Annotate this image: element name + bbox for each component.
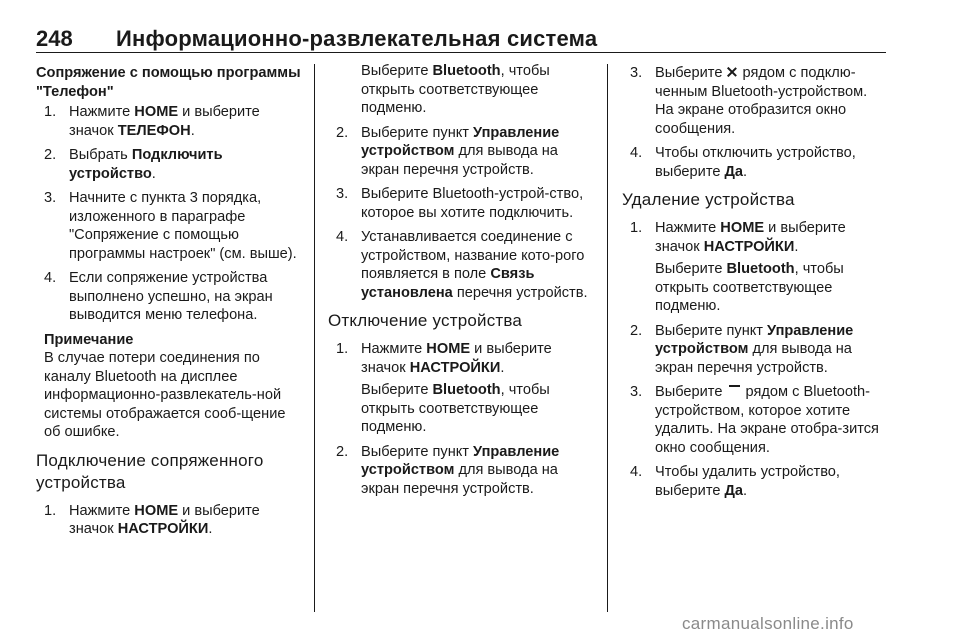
step-number: 1.: [44, 104, 57, 120]
paragraph: Выберите Bluetooth, чтобы открыть соответствующее подменю.: [361, 382, 550, 435]
section-heading-phone-pairing: Сопряжение с помощью программы "Телефон": [36, 65, 301, 100]
step-number: 2.: [44, 147, 57, 163]
list-item: 2. Выберите пункт Управление устройством для вывода на экран перечня устройств.: [630, 322, 854, 376]
list-item: 1. Нажмите HOME и выберите значок НАСТРОЙКИ.: [630, 220, 846, 255]
step-number: 3.: [630, 65, 643, 81]
section-heading-delete: Удаление устройства: [622, 190, 795, 209]
ui-term: НАСТРОЙКИ: [117, 521, 209, 537]
column-divider-2: [607, 64, 608, 612]
list-item: 3. Выберите рядом с подклю-ченным Bluetooth-устройством. На экране отобразится окно сообщения.: [630, 65, 868, 137]
ui-term: Да: [724, 482, 744, 499]
ui-term: Bluetooth: [432, 63, 501, 79]
note-heading: Примечание: [44, 331, 134, 348]
step-number: 3.: [336, 186, 349, 202]
column-2: [328, 64, 596, 504]
step-number: 2.: [336, 124, 349, 141]
ui-term: Да: [724, 163, 744, 180]
ui-term: HOME: [720, 220, 765, 236]
column-1: [36, 64, 304, 545]
list-item: 1. Нажмите HOME и выберите значок НАСТРОЙКИ.: [44, 502, 260, 537]
page-header: [36, 26, 886, 52]
ui-term: ТЕЛЕФОН: [117, 122, 191, 139]
step-number: 4.: [630, 464, 643, 480]
step-number: 1.: [630, 220, 643, 236]
paragraph: Выберите Bluetooth, чтобы открыть соответствующее подменю.: [361, 63, 550, 116]
list-item: 4. Устанавливается соединение с устройством, название кото-рого появляется в поле Связь установлена перечня устройств.: [336, 229, 588, 301]
list-item: 2. Выберите пункт Управление устройством для вывода на экран перечня устройств.: [336, 443, 560, 497]
ui-term: HOME: [134, 104, 179, 120]
watermark: carmanualsonline.info: [682, 614, 854, 633]
list-item: 4. Чтобы удалить устройство, выберите Да.: [630, 464, 840, 499]
column-3: [622, 64, 886, 506]
step-number: 2.: [336, 443, 349, 460]
step-number: 2.: [630, 322, 643, 339]
step-number: 4.: [44, 270, 57, 286]
list-item: 1. Нажмите HOME и выберите значок НАСТРОЙКИ.: [336, 341, 552, 376]
list-item: 4. Чтобы отключить устройство, выберите Да.: [630, 145, 856, 180]
step-number: 3.: [44, 190, 57, 206]
ui-term: Связь установлена: [361, 266, 535, 301]
ui-term: HOME: [426, 341, 471, 357]
list-item: 2. Выберите пункт Управление устройством для вывода на экран перечня устройств.: [336, 124, 560, 178]
list-item: 3. Начните с пункта 3 порядка, изложенного в параграфе "Сопряжение с помощью программы настроек" (см. выше).: [44, 190, 297, 262]
list-item: 4. Если сопряжение устройства выполнено успешно, на экран выводится меню телефона.: [44, 270, 273, 323]
section-heading-disconnect: Отключение устройства: [328, 311, 523, 330]
list-item: 3. Выберите рядом с Bluetooth-устройством, которое хотите удалить. На экране отобра-зится окно сообщения.: [630, 384, 879, 456]
step-number: 4.: [336, 229, 349, 245]
header-divider: [36, 52, 886, 53]
ui-term: НАСТРОЙКИ: [703, 238, 795, 255]
column-divider-1: [314, 64, 315, 612]
ui-term: Управление устройством: [655, 322, 854, 357]
list-item: 1. Нажмите HOME и выберите значок ТЕЛЕФОН.: [44, 104, 260, 139]
step-number: 3.: [630, 384, 643, 400]
list-item: 2. Выбрать Подключить устройство.: [44, 147, 223, 182]
ui-term: Управление устройством: [361, 443, 560, 478]
page-number: 248: [36, 26, 73, 51]
list-item: 3. Выберите Bluetooth-устрой-ство, которое вы хотите подключить.: [336, 186, 584, 221]
paragraph: Выберите Bluetooth, чтобы открыть соответствующее подменю.: [655, 261, 844, 314]
ui-term: Управление устройством: [361, 124, 560, 159]
close-x-icon: [727, 67, 737, 77]
ui-term: Bluetooth: [432, 382, 501, 398]
page-title: Информационно-развлекательная система: [116, 26, 598, 51]
ui-term: HOME: [134, 502, 179, 519]
note-block: [44, 331, 304, 442]
section-heading-connect-paired: Подключение сопряженного устройства: [36, 450, 264, 492]
minus-icon: [729, 385, 740, 387]
ui-term: Подключить устройство: [69, 147, 223, 182]
step-number: 4.: [630, 145, 643, 161]
note-text: В случае потери соединения по каналу Bluetooth на дисплее информационно-развлекатель-ной системы отображается сооб-щение об ошибке.: [44, 350, 286, 440]
ui-term: НАСТРОЙКИ: [409, 359, 501, 376]
ui-term: Bluetooth: [726, 261, 795, 277]
step-number: 1.: [44, 502, 57, 519]
step-number: 1.: [336, 341, 349, 357]
